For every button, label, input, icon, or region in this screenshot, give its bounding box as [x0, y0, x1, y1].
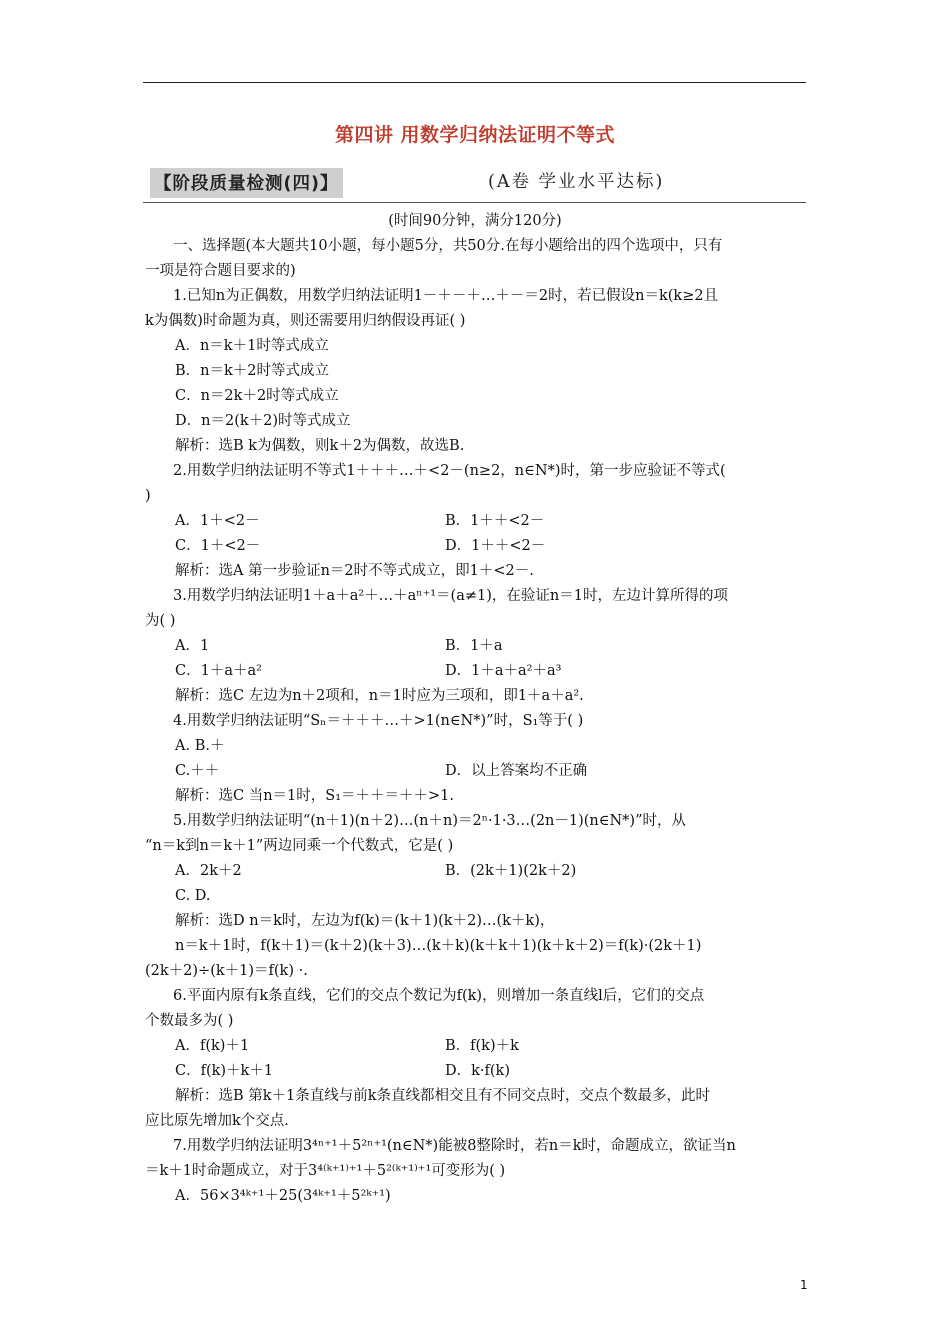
solution: 解析：选B k为偶数，则k＋2为偶数，故选B.: [175, 438, 465, 454]
text-line: 一、选择题(本大题共10小题，每小题5分，共50分.在每小题给出的四个选项中，只有: [173, 238, 723, 254]
option: A．n＝k＋1时等式成立: [175, 338, 329, 354]
option: C．1＋<2－: [175, 538, 261, 554]
solution: 解析：选A 第一步验证n＝2时不等式成立，即1＋<2－.: [175, 563, 534, 579]
page-title: 第四讲 用数学归纳法证明不等式: [334, 124, 616, 146]
option: A．1: [175, 638, 210, 654]
text-line: “n＝k到n＝k＋1”两边同乘一个代数式，它是( ): [145, 838, 454, 854]
option: C.＋＋: [175, 763, 220, 779]
section-banner: 【阶段质量检测(四)】: [150, 168, 343, 198]
option: C．f(k)＋k＋1: [175, 1063, 274, 1079]
text-line: 2.用数学归纳法证明不等式1＋＋＋…＋<2－(n≥2，n∈N*)时，第一步应验证不等式(: [173, 463, 726, 479]
option: B．n＝k＋2时等式成立: [175, 363, 330, 379]
text-line: k为偶数)时命题为真，则还需要用归纳假设再证( ): [145, 313, 466, 329]
text-line: ＝k＋1时命题成立，对于3⁴⁽ᵏ⁺¹⁾⁺¹＋5²⁽ᵏ⁺¹⁾⁺¹可变形为( ): [145, 1163, 506, 1179]
solution: 应比原先增加k个交点.: [145, 1113, 289, 1129]
solution: (2k＋2)÷(k＋1)＝f(k) ·.: [145, 963, 308, 979]
option: B．(2k＋1)(2k＋2): [445, 863, 577, 879]
solution: 解析：选B 第k＋1条直线与前k条直线都相交且有不同交点时，交点个数最多，此时: [175, 1088, 711, 1104]
text-line: 7.用数学归纳法证明3⁴ⁿ⁺¹＋5²ⁿ⁺¹(n∈N*)能被8整除时，若n＝k时，命题成立，欲证当n: [173, 1138, 736, 1154]
top-rule: [143, 82, 806, 83]
text-line: 个数最多为( ): [145, 1013, 234, 1029]
option: C. D.: [175, 888, 211, 904]
text-line: 1.已知n为正偶数，用数学归纳法证明1－＋－＋…＋－＝2时，若已假设n＝k(k≥2且: [173, 288, 719, 304]
solution: 解析：选D n＝k时，左边为f(k)＝(k＋1)(k＋2)…(k＋k)，: [175, 913, 555, 929]
text-line: 一项是符合题目要求的): [145, 263, 296, 279]
option: C．n＝2k＋2时等式成立: [175, 388, 339, 404]
text-line: 6.平面内原有k条直线，它们的交点个数记为f(k)，则增加一条直线l后，它们的交点: [173, 988, 705, 1004]
option: A．56×3⁴ᵏ⁺¹＋25(3⁴ᵏ⁺¹＋5²ᵏ⁺¹): [175, 1188, 391, 1204]
option: A．f(k)＋1: [175, 1038, 250, 1054]
text-line: 为( ): [145, 613, 176, 629]
option: D．以上答案均不正确: [445, 763, 588, 779]
option: D．n＝2(k＋2)时等式成立: [175, 413, 351, 429]
option: C．1＋a＋a²: [175, 663, 262, 679]
volume-label: (A卷 学业水平达标): [488, 172, 665, 192]
solution: 解析：选C 左边为n＋2项和，n＝1时应为三项和，即1＋a＋a².: [175, 688, 584, 704]
text-line: 4.用数学归纳法证明“Sₙ＝＋＋＋…＋>1(n∈N*)”时，S₁等于( ): [173, 713, 584, 729]
option: B．f(k)＋k: [445, 1038, 519, 1054]
option: A. B.＋: [175, 738, 225, 754]
text-line: ): [145, 488, 151, 504]
option: A．2k＋2: [175, 863, 242, 879]
solution: 解析：选C 当n＝1时，S₁＝＋＋＝＋＋>1.: [175, 788, 454, 804]
page-number: 1: [800, 1278, 808, 1292]
option: D．k·f(k): [445, 1063, 510, 1079]
option: A．1＋<2－: [175, 513, 260, 529]
option: D．1＋＋<2－: [445, 538, 546, 554]
option: D．1＋a＋a²＋a³: [445, 663, 562, 679]
option: B．1＋＋<2－: [445, 513, 545, 529]
option: B．1＋a: [445, 638, 503, 654]
text-line: 5.用数学归纳法证明“(n＋1)(n＋2)…(n＋n)＝2ⁿ·1·3…(2n－1)(n∈N*)”时，从: [173, 813, 686, 829]
text-line: 3.用数学归纳法证明1＋a＋a²＋…＋aⁿ⁺¹＝(a≠1)，在验证n＝1时，左边计算所得的项: [173, 588, 728, 604]
banner-rule: [143, 202, 806, 203]
time-note: (时间90分钟，满分120分): [388, 213, 562, 229]
solution: n＝k＋1时，f(k＋1)＝(k＋2)(k＋3)…(k＋k)(k＋k＋1)(k＋k＋2)＝f(k)·(2k＋1): [175, 938, 702, 954]
